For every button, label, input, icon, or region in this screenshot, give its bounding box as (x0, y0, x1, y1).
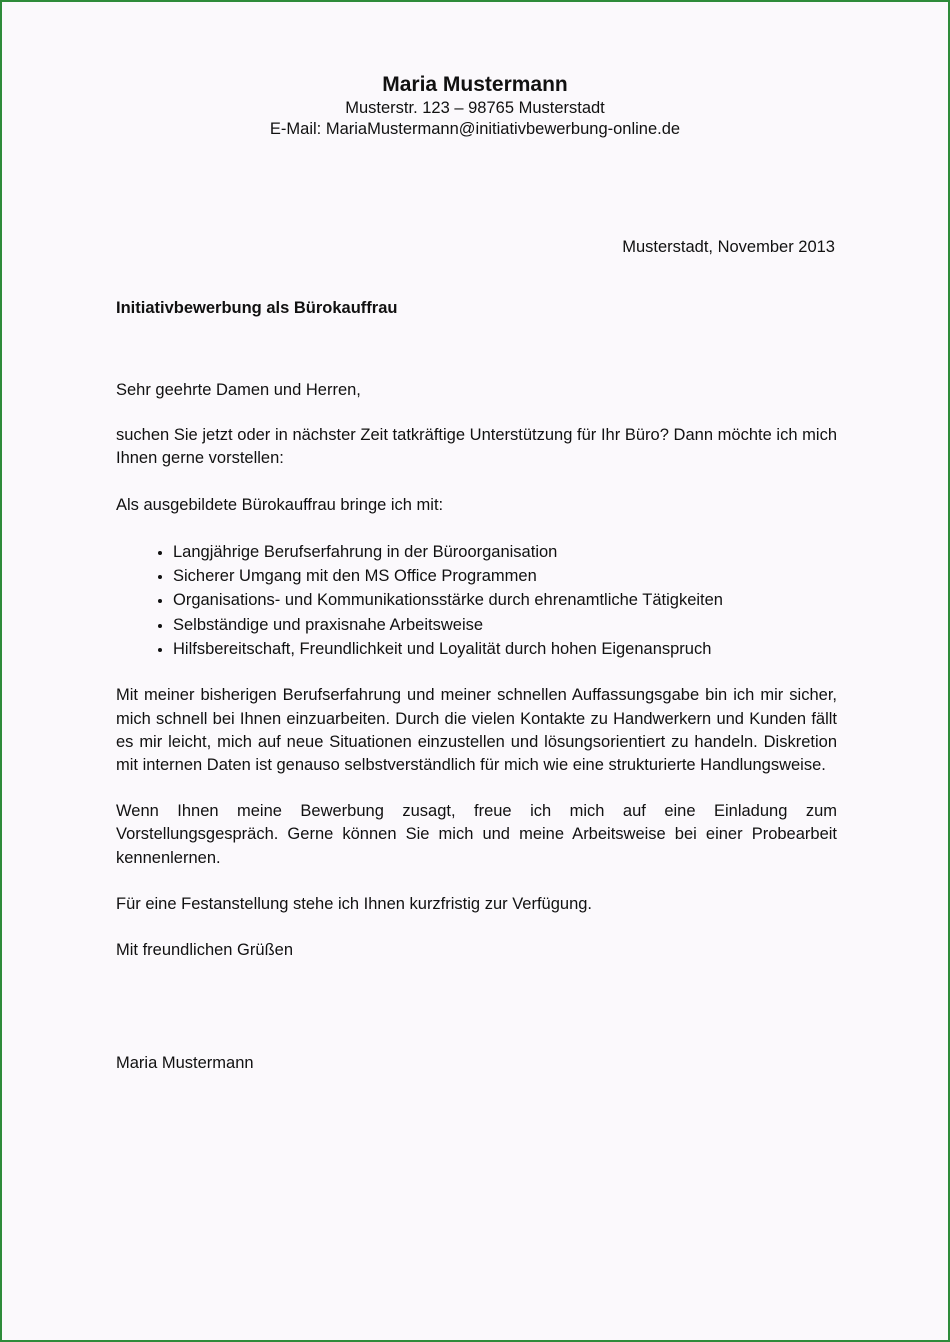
paragraph-closing: Mit freundlichen Grüßen (116, 940, 293, 959)
paragraph-skills-lead: Als ausgebildete Bürokauffrau bringe ich mit: (116, 495, 444, 514)
sender-name: Maria Mustermann (382, 73, 568, 96)
letter-date: Musterstadt, November 2013 (622, 238, 835, 256)
paragraph-intro: suchen Sie jetzt oder in nächster Zeit tatkräftige Unterstützung für Ihr Büro? Dann möchte ich mich Ihnen gerne vorstellen: (116, 426, 837, 468)
salutation: Sehr geehrte Damen und Herren, (116, 381, 361, 399)
sender-address: Musterstr. 123 – 98765 Musterstadt (345, 99, 605, 117)
paragraph-interview: Wenn Ihnen meine Bewerbung zusagt, freue ich mich auf eine Einladung zum Vorstellungsgespräch. Gerne können Sie mich und meine Arbeitsweise bei einer Probearbeit kennenlernen. (116, 802, 837, 867)
list-item: • Sicherer Umgang mit den MS Office Programmen (173, 564, 837, 588)
paragraph-availability: Für eine Festanstellung stehe ich Ihnen kurzfristig zur Verfügung. (116, 894, 593, 913)
list-item: • Organisations- und Kommunikationsstärke durch ehrenamtliche Tätigkeiten (173, 588, 837, 612)
sender-email: E-Mail: MariaMustermann@initiativbewerbung-online.de (269, 120, 681, 138)
list-item: • Hilfsbereitschaft, Freundlichkeit und Loyalität durch hohen Eigenanspruch (173, 637, 837, 661)
letter-subject: Initiativbewerbung als Bürokauffrau (116, 299, 398, 317)
list-item: • Selbständige und praxisnahe Arbeitsweise (173, 613, 837, 637)
paragraph-experience: Mit meiner bisherigen Berufserfahrung und meiner schnellen Auffassungsgabe bin ich mir sicher, mich schnell bei Ihnen einzuarbeiten. Durch die vielen Kontakte zu Handwerkern und Kunden fällt es mir leicht, mich auf neue Situationen einzustellen und lösungsorientiert zu handeln. Diskretion mit internen Daten ist genauso selbstverständlich für mich wie eine strukturierte Handlungsweise. (116, 686, 837, 774)
list-item: • Langjährige Berufserfahrung in der Büroorganisation (173, 540, 837, 564)
skills-list (116, 540, 837, 661)
signature: Maria Mustermann (116, 1054, 254, 1072)
letter-body (116, 379, 837, 962)
letter-header (2, 72, 948, 140)
